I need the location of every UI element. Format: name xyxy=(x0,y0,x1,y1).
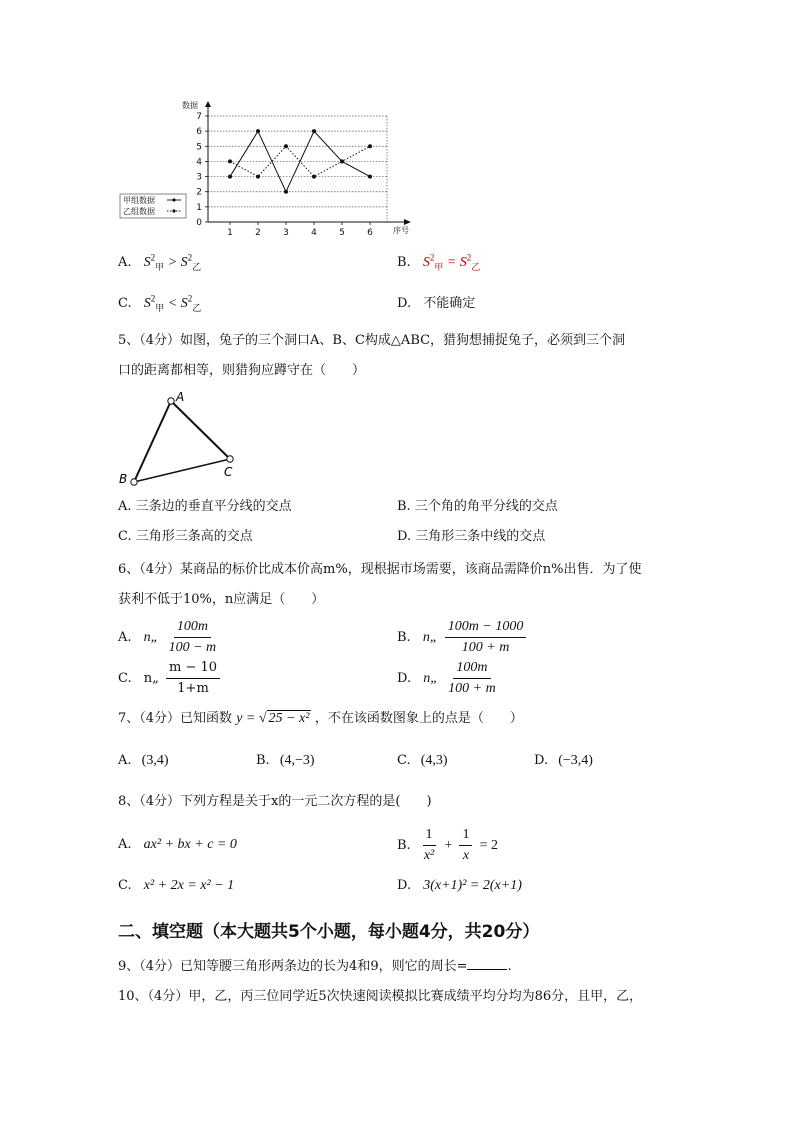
x-axis-arrow-icon xyxy=(404,219,411,225)
q7-option-a[interactable] xyxy=(118,752,169,770)
y-tick-label: 0 xyxy=(196,218,202,228)
q5-option-a-label: A. xyxy=(118,499,132,514)
q9-end: . xyxy=(507,959,512,974)
q4-option-b[interactable] xyxy=(397,254,480,272)
series-2-point xyxy=(312,175,316,179)
q4-option-a[interactable] xyxy=(118,254,201,272)
vertex-b-marker xyxy=(131,479,137,485)
series-1-point xyxy=(256,129,260,133)
q4-option-c-label: C. xyxy=(118,296,132,311)
x-axis-label: 序号 xyxy=(393,226,409,235)
q7-option-c-label: C. xyxy=(397,753,411,768)
q6-option-c[interactable] xyxy=(118,659,223,698)
chart-legend xyxy=(120,194,186,218)
vertex-c-marker xyxy=(227,456,233,462)
y-axis-label: 数据 xyxy=(182,101,198,110)
q7-option-c[interactable] xyxy=(397,752,448,770)
q6-option-d-fraction xyxy=(445,659,499,698)
q6-option-b-numerator: 100m − 1000 xyxy=(445,618,527,638)
q4-option-c-formula: $S^2_甲 < S^2_乙$ xyxy=(143,293,202,313)
line-chart xyxy=(115,96,425,241)
series-1-point xyxy=(368,175,372,179)
q7-stem xyxy=(118,710,523,728)
series-2-point xyxy=(284,144,288,148)
series-1-point xyxy=(228,175,232,179)
q5-option-d[interactable] xyxy=(397,528,545,546)
vertex-a-marker xyxy=(168,398,174,404)
q8-option-a[interactable] xyxy=(118,836,237,854)
q5-option-b-text: 三个角的角平分线的交点 xyxy=(414,499,558,514)
q8-option-b-denominator-1: x² xyxy=(423,848,435,863)
vertex-c-label: C xyxy=(224,465,233,479)
q5-option-c-label: C. xyxy=(118,529,132,544)
series-2-point xyxy=(256,175,260,179)
q4-option-a-label: A. xyxy=(118,255,132,270)
x-tick-label: 1 xyxy=(227,228,233,238)
q6-option-c-fraction xyxy=(166,659,220,698)
q6-option-c-relation: n„ xyxy=(143,671,159,686)
q8-option-b-fraction-1 xyxy=(421,826,437,865)
q8-option-b[interactable] xyxy=(397,826,498,865)
q6-option-d-numerator: 100m xyxy=(453,659,490,679)
q6-option-a-denominator: 100 − m xyxy=(168,640,217,655)
q6-stem-line-2: 获利不低于10%，n应满足（ ） xyxy=(118,592,325,607)
x-tick-label: 3 xyxy=(283,228,289,238)
q4-option-d-text: 不能确定 xyxy=(423,296,476,311)
y-tick-label: 6 xyxy=(196,127,202,138)
q6-option-c-numerator: m − 10 xyxy=(166,659,220,679)
q5-option-a[interactable] xyxy=(118,498,292,516)
q4-option-b-formula: $S^2_甲 = S^2_乙$ xyxy=(422,252,481,272)
q10-stem-line-1: 10、（4分）甲，乙，丙三位同学近5次快速阅读模拟比赛成绩平均分均为86分，且甲，乙， xyxy=(118,989,643,1004)
y-tick-label: 7 xyxy=(196,112,202,122)
q6-option-b-denominator: 100 + m xyxy=(461,640,510,655)
y-tick-label: 3 xyxy=(196,172,202,183)
q8-option-d[interactable] xyxy=(397,877,522,895)
q7-option-a-text: (3,4) xyxy=(141,753,169,768)
q5-option-c-text: 三角形三条高的交点 xyxy=(135,529,253,544)
y-axis-arrow-icon xyxy=(205,101,211,107)
q7-option-d[interactable] xyxy=(534,752,593,770)
q4-option-c[interactable] xyxy=(118,295,201,313)
q5-option-b-label: B. xyxy=(397,499,411,514)
x-tick-label: 5 xyxy=(339,228,345,238)
q4-option-b-label: B. xyxy=(397,255,411,270)
x-tick-label: 4 xyxy=(311,228,317,238)
q6-option-d-denominator: 100 + m xyxy=(448,681,496,696)
q6-option-b-label: B. xyxy=(397,630,411,645)
q7-function-radicand: 25 − x² xyxy=(268,711,310,726)
q9-stem xyxy=(118,957,512,976)
q8-stem: 8、（4分）下列方程是关于x的一元二次方程的是( ) xyxy=(118,794,432,809)
series-2-point xyxy=(228,159,232,163)
q6-option-a-fraction xyxy=(166,618,220,657)
q6-stem-line-1: 6、（4分）某商品的标价比成本价高m%，现根据市场需要，该商品需降价n%出售．为了使 xyxy=(118,562,642,577)
x-tick-label: 2 xyxy=(255,228,261,238)
q7-option-a-label: A. xyxy=(118,753,132,768)
q9-answer-blank[interactable] xyxy=(467,957,507,970)
q7-prefix: 7、（4分）已知函数 xyxy=(118,711,233,726)
q6-option-d-relation: n„ xyxy=(423,671,439,686)
q6-option-c-denominator: 1+m xyxy=(177,681,209,696)
q7-option-d-text: (−3,4) xyxy=(558,753,593,768)
sqrt-icon: √ xyxy=(258,711,267,726)
q4-option-d-label: D. xyxy=(397,296,412,311)
q6-option-c-label: C. xyxy=(118,671,132,686)
q7-function-lhs: y = xyxy=(236,711,256,726)
q5-option-d-text: 三角形三条中线的交点 xyxy=(415,529,546,544)
q6-option-d-label: D. xyxy=(397,671,412,686)
series-1-point xyxy=(284,190,288,194)
q7-option-b[interactable] xyxy=(256,752,315,770)
q7-option-b-label: B. xyxy=(256,753,270,768)
q9-text: 9、（4分）已知等腰三角形两条边的长为4和9，则它的周长= xyxy=(118,959,468,974)
vertex-a-label: A xyxy=(176,390,185,404)
q6-option-b-fraction xyxy=(445,618,527,657)
series-2-point xyxy=(368,144,372,148)
chart-axes xyxy=(205,101,411,225)
q8-option-d-label: D. xyxy=(397,878,412,893)
y-tick-label: 5 xyxy=(196,142,202,153)
q8-option-b-label: B. xyxy=(397,838,411,853)
q6-option-a[interactable] xyxy=(118,618,222,657)
q7-suffix: ，不在该函数图象上的点是（ ） xyxy=(314,711,523,726)
q8-option-a-label: A. xyxy=(118,837,132,852)
q7-option-d-label: D. xyxy=(534,753,549,768)
q8-option-b-fraction-2 xyxy=(459,826,472,865)
q8-option-b-rhs: = 2 xyxy=(479,838,498,853)
q8-option-b-plus: + xyxy=(444,838,453,853)
y-tick-label: 2 xyxy=(196,187,202,198)
q8-option-c-text: x² + 2x = x² − 1 xyxy=(143,878,235,893)
q4-option-d[interactable] xyxy=(397,295,475,313)
q6-option-b-relation: n„ xyxy=(422,630,438,645)
section-2-title: 二、填空题（本大题共5个小题，每小题4分，共20分） xyxy=(118,922,540,942)
q5-option-d-label: D. xyxy=(397,529,412,544)
y-tick-label: 4 xyxy=(196,157,202,168)
triangle-figure xyxy=(115,388,245,486)
q7-option-c-text: (4,3) xyxy=(420,753,448,768)
vertex-b-label: B xyxy=(119,472,128,486)
series-2-point xyxy=(340,159,344,163)
q6-option-d[interactable] xyxy=(397,659,502,698)
x-tick-label: 6 xyxy=(367,228,373,238)
legend-label-series-1: 甲组数据 xyxy=(123,196,155,205)
q5-option-a-text: 三条边的垂直平分线的交点 xyxy=(135,499,292,514)
q8-option-c-label: C. xyxy=(118,878,132,893)
y-tick-label: 1 xyxy=(196,202,202,213)
series-1-point xyxy=(312,129,316,133)
q8-option-c[interactable] xyxy=(118,877,234,895)
q5-option-b[interactable] xyxy=(397,498,558,516)
q7-option-b-text: (4,−3) xyxy=(279,753,315,768)
q5-stem-line-1: 5、（4分）如图，兔子的三个洞口A、B、C构成△ABC，猎狗想捕捉兔子，必须到三个洞 xyxy=(118,333,626,348)
q6-option-a-numerator: 100m xyxy=(174,618,211,638)
q4-option-a-formula: $S^2_甲 > S^2_乙$ xyxy=(143,252,202,272)
q7-function xyxy=(236,710,315,726)
q8-option-b-numerator-1: 1 xyxy=(423,826,436,846)
q6-option-a-label: A. xyxy=(118,630,132,645)
q5-stem-line-2: 口的距离都相等，则猎狗应蹲守在（ ） xyxy=(118,363,366,378)
q6-option-a-relation: n„ xyxy=(143,630,159,645)
q5-option-c[interactable] xyxy=(118,528,253,546)
q8-option-b-numerator-2: 1 xyxy=(459,826,472,846)
q8-option-b-denominator-2: x xyxy=(462,848,470,863)
q6-option-b[interactable] xyxy=(397,618,529,657)
q8-option-d-text: 3(x+1)² = 2(x+1) xyxy=(423,878,522,893)
legend-label-series-2: 乙组数据 xyxy=(123,207,155,216)
q8-option-a-text: ax² + bx + c = 0 xyxy=(143,837,237,852)
